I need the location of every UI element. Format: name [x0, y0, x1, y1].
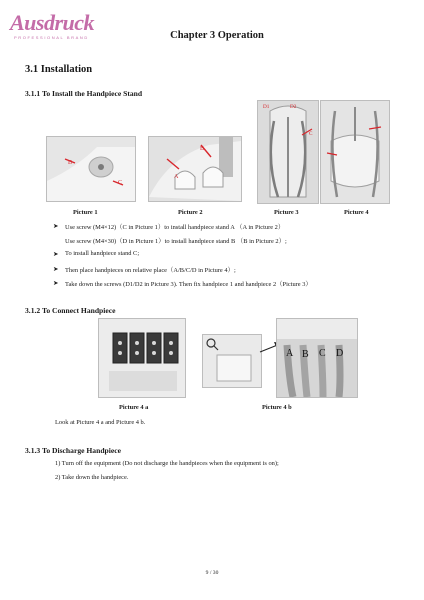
install-bullet: Use screw (M4×12)（C in Picture 1）to install handpiece stand A （A in Picture 2）: [65, 224, 285, 231]
caption-picture-1: Picture 1: [73, 209, 98, 216]
connect-note: Look at Picture 4 a and Picture 4 b.: [55, 419, 146, 426]
picture-2-photo: [148, 136, 242, 202]
handle-label-a: A: [286, 348, 294, 359]
page-number: 9 / 30: [205, 570, 219, 576]
pic3-label-d2: D2: [290, 104, 297, 110]
brand-tagline: PROFESSIONAL BRAND: [14, 35, 89, 40]
discharge-step: 2) Take down the handpiece.: [55, 474, 129, 481]
section-heading: 3.1 Installation: [25, 64, 93, 75]
install-bullet: Take down the screws (D1/D2 in Picture 3). Then fix handpiece 1 and handpiece 2（Picture 3）: [65, 281, 312, 288]
install-bullet: Then place handpieces on relative place（A/B/C/D in Picture 4）;: [65, 267, 236, 274]
bullet-arrow-icon: ➤: [53, 266, 59, 273]
bullet-arrow-icon: ➤: [53, 251, 59, 258]
pic2-label-b: B: [200, 146, 205, 152]
picture-1-photo: [46, 136, 136, 202]
pic1-label-d: D: [68, 160, 73, 166]
handle-label-d: D: [336, 348, 344, 359]
caption-picture-3: Picture 3: [274, 209, 299, 216]
subsection-heading-connect: 3.1.2 To Connect Handpiece: [25, 306, 116, 315]
subsection-heading-discharge: 3.1.3 To Discharge Handpiece: [25, 446, 121, 455]
handle-label-c: C: [319, 348, 326, 359]
picture-4b-inset: [202, 334, 262, 388]
picture-4-photo: [320, 100, 390, 204]
install-bullet: To install handpiece stand C;: [65, 250, 140, 257]
brand-logo: Ausdruck: [10, 10, 95, 35]
picture-4a-photo: [98, 318, 186, 398]
pic3-label-d1: D1: [263, 104, 270, 110]
handle-label-b: B: [302, 349, 309, 360]
chapter-title: Chapter 3 Operation: [170, 30, 264, 41]
bullet-arrow-icon: ➤: [53, 223, 59, 230]
subsection-heading-stand: 3.1.1 To Install the Handpiece Stand: [25, 89, 143, 98]
pic2-label-a: A: [174, 174, 179, 180]
caption-picture-2: Picture 2: [178, 209, 203, 216]
discharge-step: 1) Turn off the equipment (Do not discharge the handpieces when the equipment is on);: [55, 460, 279, 467]
caption-picture-4b: Picture 4 b: [262, 404, 292, 411]
bullet-arrow-icon: ➤: [53, 280, 59, 287]
caption-picture-4a: Picture 4 a: [119, 404, 149, 411]
pic1-label-c: C: [118, 180, 123, 186]
picture-3-photo: [257, 100, 319, 204]
pic3-label-c: C: [309, 131, 313, 137]
caption-picture-4: Picture 4: [344, 209, 369, 216]
install-bullet: Use screw (M4×30)（D in Picture 1）to install handpiece stand B （B in Picture 2）;: [65, 238, 287, 245]
